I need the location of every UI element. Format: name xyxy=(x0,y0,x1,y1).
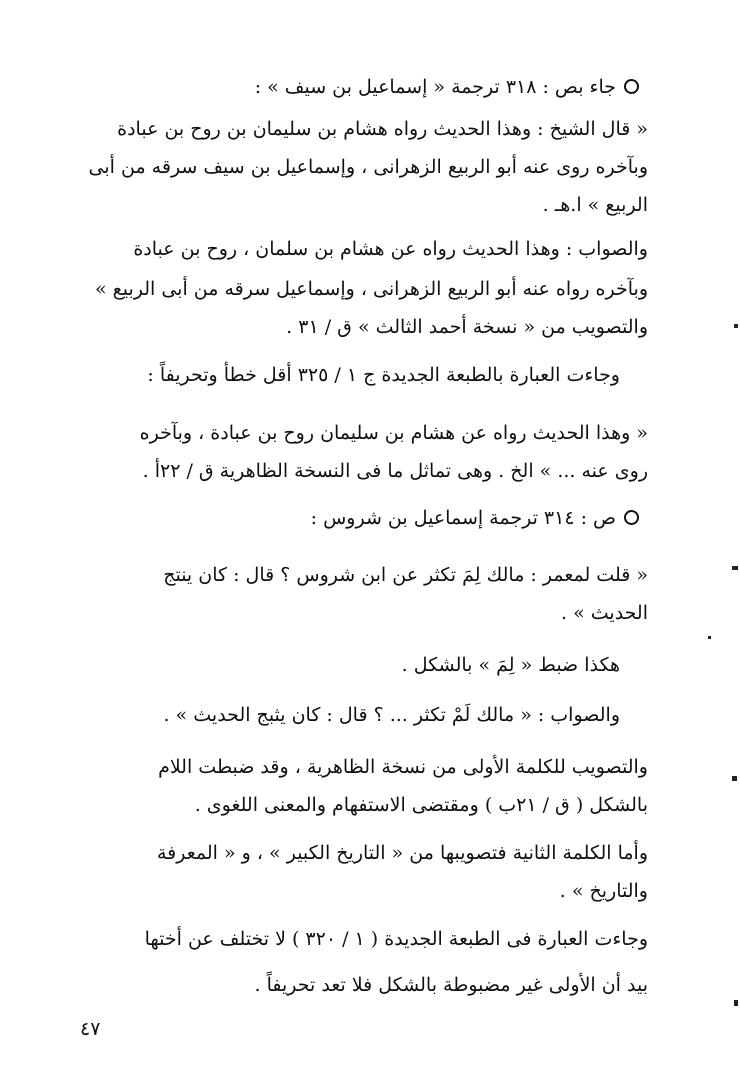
page-number: ٤٧ xyxy=(80,1018,101,1040)
text-line: والتاريخ » . xyxy=(559,880,648,902)
text-line: وأما الكلمة الثانية فتصويبها من « التاريخ الكبير » ، و « المعرفة xyxy=(156,842,648,864)
scan-speck xyxy=(732,566,738,570)
text-line: وبآخره رواه عنه أبو الربيع الزهرانى ، وإسماعيل سرقه من أبى الربيع » xyxy=(94,278,648,300)
section-circle-marker xyxy=(624,510,639,525)
text-line: والتصويب من « نسخة أحمد الثالث » ق / ٣١ . xyxy=(286,316,648,338)
text-line: وبآخره روى عنه أبو الربيع الزهرانى ، وإسماعيل بن سيف سرقه من أبى xyxy=(88,156,648,178)
text-line: بيد أن الأولى غير مضبوطة بالشكل فلا تعد تحريفاً . xyxy=(254,974,648,996)
text-line: وجاءت العبارة فى الطبعة الجديدة ( ١ / ٣٢٠ ) لا تختلف عن أختها xyxy=(144,928,648,950)
text-line: روى عنه ... » الخ . وهى تماثل ما فى النسخة الظاهرية ق / ٢٢أ . xyxy=(142,460,648,482)
text-line: جاء بص : ٣١٨ ترجمة « إسماعيل بن سيف » : xyxy=(254,76,616,98)
text-line: والصواب : وهذا الحديث رواه عن هشام بن سلمان ، روح بن عبادة xyxy=(133,238,648,260)
text-line: الحديث » . xyxy=(561,602,648,624)
text-line: « قلت لمعمر : مالك لِمَ تكثر عن ابن شروس ؟ قال : كان ينتج xyxy=(163,564,648,586)
text-line: بالشكل ( ق / ٢١ب ) ومقتضى الاستفهام والمعنى اللغوى . xyxy=(194,794,648,816)
text-line: هكذا ضبط « لِمَ » بالشكل . xyxy=(401,654,620,676)
text-line: والصواب : « مالك لَمْ تكثر ... ؟ قال : كان يثبج الحديث » . xyxy=(163,704,620,726)
scan-speck xyxy=(734,1000,738,1006)
scan-speck xyxy=(734,324,738,328)
section-circle-marker xyxy=(624,79,639,94)
text-line: الربيع » ا.هـ . xyxy=(542,194,648,216)
text-line: « وهذا الحديث رواه عن هشام بن سليمان روح بن عبادة ، وبآخره xyxy=(139,422,648,444)
scan-speck xyxy=(708,636,711,639)
text-line: « قال الشيخ : وهذا الحديث رواه هشام بن سليمان بن روح بن عبادة xyxy=(117,118,648,140)
text-line: والتصويب للكلمة الأولى من نسخة الظاهرية ، وقد ضبطت اللام xyxy=(158,756,648,778)
text-line: وجاءت العبارة بالطبعة الجديدة ج ١ / ٣٢٥ أقل خطأ وتحريفاً : xyxy=(147,364,620,386)
scan-speck xyxy=(732,776,737,781)
text-line: ص : ٣١٤ ترجمة إسماعيل بن شروس : xyxy=(310,507,616,529)
